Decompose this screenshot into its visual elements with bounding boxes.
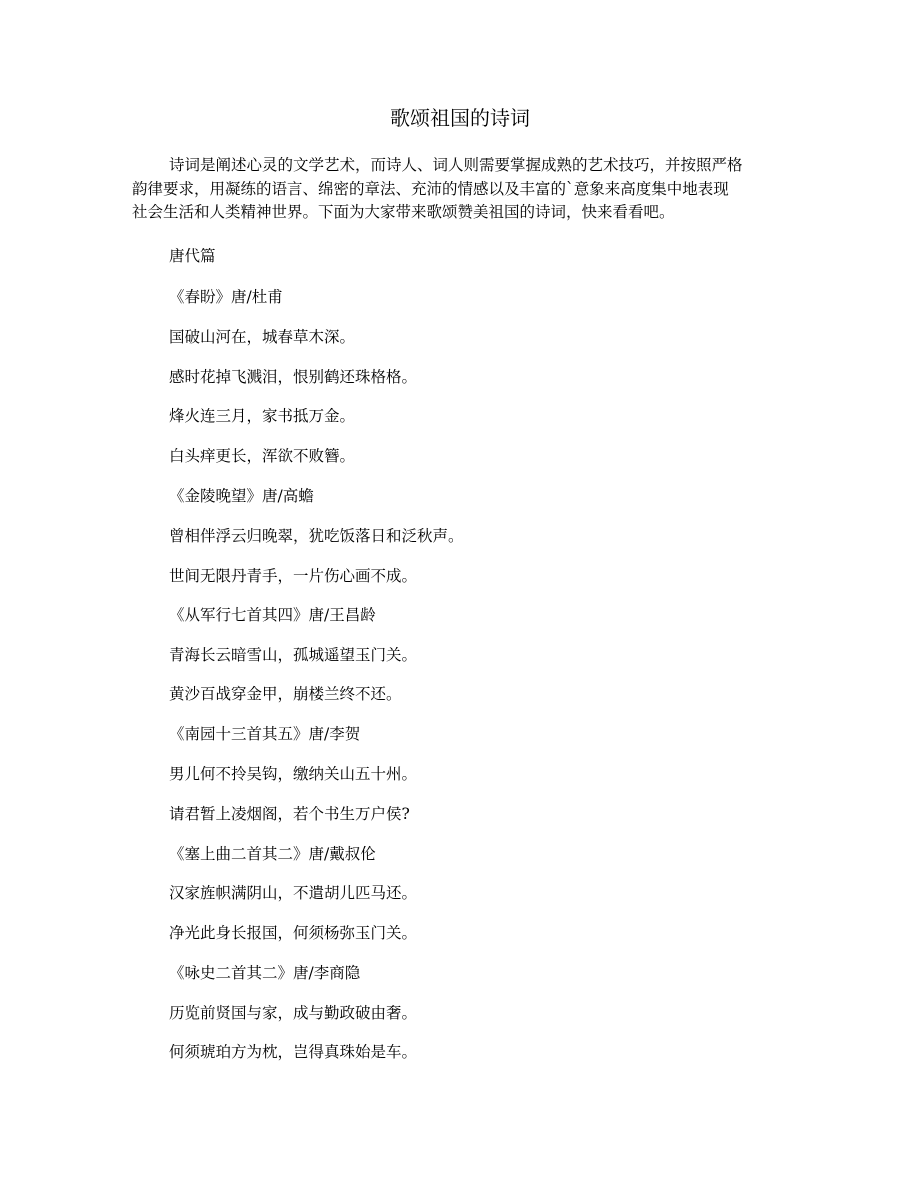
poem-line: 烽火连三月，家书抵万金。 bbox=[169, 407, 356, 425]
poem-title: 《从军行七首其四》唐/王昌龄 bbox=[169, 606, 376, 624]
poem-line: 净光此身长报国，何须杨弥玉门关。 bbox=[169, 924, 418, 942]
poem-line: 世间无限丹青手，一片伤心画不成。 bbox=[169, 567, 418, 585]
poem-title: 《南园十三首其五》唐/李贺 bbox=[169, 725, 361, 743]
poem-line: 青海长云暗雪山，孤城遥望玉门关。 bbox=[169, 646, 418, 664]
intro-line: 韵律要求，用凝练的语言、绵密的章法、充沛的情感以及丰富的`意象来高度集中地表现 bbox=[132, 179, 729, 198]
intro-line: 诗词是阐述心灵的文学艺术，而诗人、词人则需要掌握成熟的艺术技巧，并按照严格 bbox=[169, 156, 743, 174]
poem-line: 国破山河在，城春草木深。 bbox=[169, 328, 356, 346]
poem-line: 白头痒更长，浑欲不败簪。 bbox=[169, 447, 356, 465]
document-title: 歌颂祖国的诗词 bbox=[390, 106, 530, 130]
section-heading: 唐代篇 bbox=[169, 247, 216, 265]
poem-line: 请君暂上凌烟阁，若个书生万户侯? bbox=[169, 805, 410, 823]
poem-line: 汉家旌帜满阴山，不遣胡儿匹马还。 bbox=[169, 884, 418, 902]
poem-line: 男儿何不拎吴钩，缴纳关山五十州。 bbox=[169, 765, 418, 783]
poem-line: 何须琥珀方为枕，岂得真珠始是车。 bbox=[169, 1043, 418, 1061]
poem-line: 历览前贤国与家，成与勤政破由奢。 bbox=[169, 1004, 418, 1022]
poem-line: 感时花掉飞溅泪，恨别鹤还珠格格。 bbox=[169, 368, 418, 386]
poem-title: 《塞上曲二首其二》唐/戴叔伦 bbox=[169, 845, 376, 863]
intro-line: 社会生活和人类精神世界。下面为大家带来歌颂赞美祖国的诗词，快来看看吧。 bbox=[132, 203, 675, 221]
poem-title: 《春盼》唐/杜甫 bbox=[169, 288, 283, 306]
intro-paragraph bbox=[132, 154, 792, 225]
poem-line: 黄沙百战穿金甲，崩楼兰终不还。 bbox=[169, 685, 402, 703]
poem-title: 《咏史二首其二》唐/李商隐 bbox=[169, 964, 361, 982]
poem-line: 曾相伴浮云归晚翠，犹吃饭落日和泛秋声。 bbox=[169, 527, 464, 545]
poem-title: 《金陵晚望》唐/高蟾 bbox=[169, 487, 314, 505]
